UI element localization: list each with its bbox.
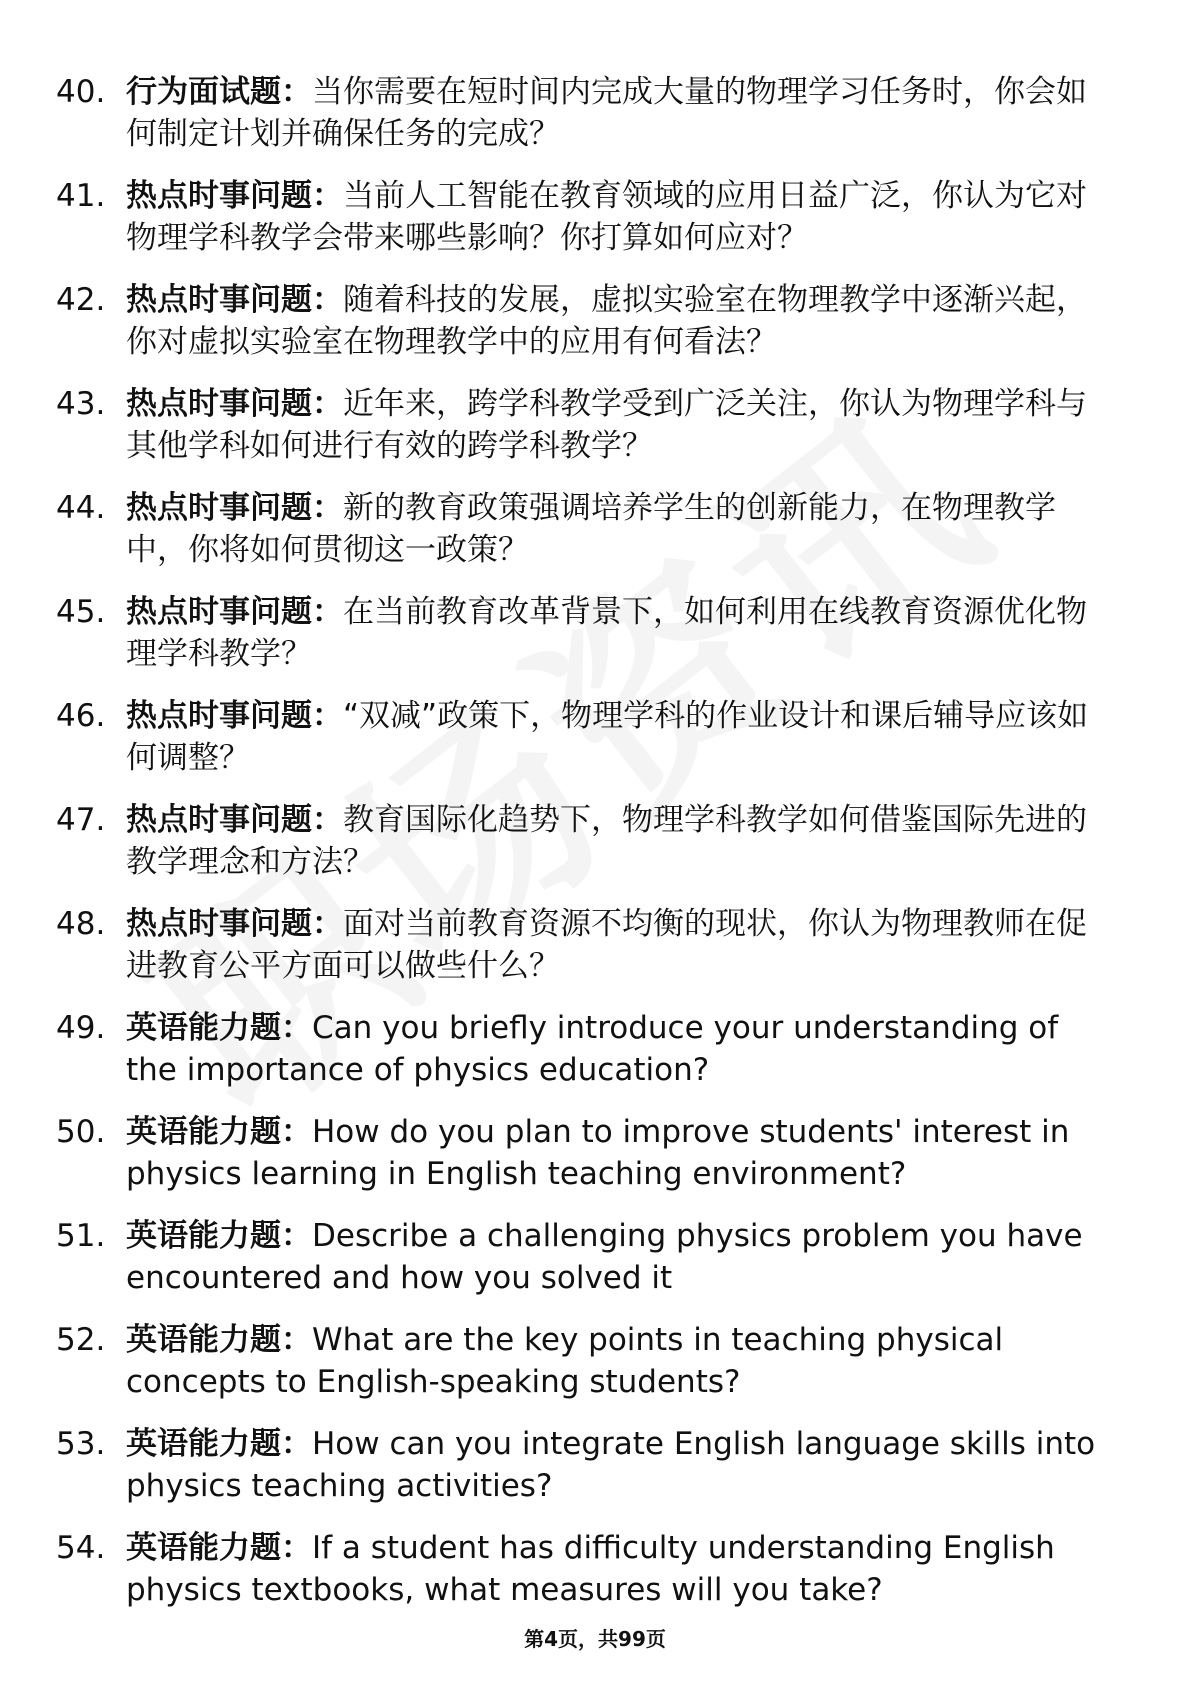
question-number: 48. [56, 906, 106, 942]
question-body [126, 383, 1116, 467]
list-item [0, 591, 1190, 695]
list-item [0, 1319, 1190, 1423]
question-category: 热点时事问题： [126, 178, 343, 214]
question-text: How can you integrate English language skills into physics teaching activities? [126, 1426, 1096, 1504]
question-text: What are the key points in teaching physical concepts to English-speaking students? [126, 1322, 1004, 1400]
question-number: 51. [56, 1218, 106, 1254]
list-item [0, 1215, 1190, 1319]
list-item [0, 71, 1190, 175]
question-text: Can you briefly introduce your understanding of the importance of physics education? [126, 1010, 1059, 1088]
question-number: 41. [56, 178, 106, 214]
list-item [0, 1007, 1190, 1111]
question-number: 54. [56, 1530, 106, 1566]
list-item [0, 383, 1190, 487]
question-category: 行为面试题： [126, 74, 312, 110]
question-number: 43. [56, 386, 106, 422]
list-item [0, 487, 1190, 591]
question-body [126, 1423, 1116, 1507]
question-category: 热点时事问题： [126, 594, 343, 630]
question-body [126, 1111, 1116, 1195]
question-number: 50. [56, 1114, 106, 1150]
question-category: 热点时事问题： [126, 490, 343, 526]
question-number: 45. [56, 594, 106, 630]
question-category: 英语能力题： [126, 1530, 312, 1566]
question-body [126, 487, 1116, 571]
question-text: 近年来，跨学科教学受到广泛关注，你认为物理学科与其他学科如何进行有效的跨学科教学？ [126, 386, 1087, 464]
list-item [0, 1527, 1190, 1631]
question-body [126, 1527, 1116, 1611]
question-number: 40. [56, 74, 106, 110]
page-footer: 第4页，共99页 [524, 1627, 666, 1651]
question-list [0, 71, 1190, 1631]
question-category: 热点时事问题： [126, 386, 343, 422]
question-body [126, 1319, 1116, 1403]
question-number: 52. [56, 1322, 106, 1358]
list-item [0, 279, 1190, 383]
question-number: 53. [56, 1426, 106, 1462]
question-text: How do you plan to improve students' interest in physics learning in English teaching environment? [126, 1114, 1070, 1192]
list-item [0, 1111, 1190, 1215]
question-category: 英语能力题： [126, 1218, 312, 1254]
question-number: 47. [56, 802, 106, 838]
question-body [126, 175, 1116, 259]
question-body [126, 71, 1116, 155]
list-item [0, 175, 1190, 279]
question-number: 44. [56, 490, 106, 526]
list-item [0, 903, 1190, 1007]
question-text: 当前人工智能在教育领域的应用日益广泛，你认为它对物理学科教学会带来哪些影响？你打算如何应对？ [126, 178, 1087, 256]
question-category: 热点时事问题： [126, 802, 343, 838]
question-body [126, 903, 1116, 987]
question-body [126, 591, 1116, 675]
question-text: 面对当前教育资源不均衡的现状，你认为物理教师在促进教育公平方面可以做些什么？ [126, 906, 1087, 984]
question-text: 新的教育政策强调培养学生的创新能力，在物理教学中，你将如何贯彻这一政策？ [126, 490, 1056, 568]
question-text: 随着科技的发展，虚拟实验室在物理教学中逐渐兴起，你对虚拟实验室在物理教学中的应用有何看法？ [126, 282, 1087, 360]
question-text: “双减”政策下，物理学科的作业设计和课后辅导应该如何调整？ [126, 698, 1089, 776]
question-category: 英语能力题： [126, 1322, 312, 1358]
question-body [126, 279, 1116, 363]
list-item [0, 799, 1190, 903]
question-text: If a student has difficulty understanding English physics textbooks, what measures will you take? [126, 1530, 1055, 1608]
list-item [0, 695, 1190, 799]
question-body [126, 695, 1116, 779]
question-body [126, 1007, 1116, 1091]
question-text: 教育国际化趋势下，物理学科教学如何借鉴国际先进的教学理念和方法？ [126, 802, 1087, 880]
question-text: 在当前教育改革背景下，如何利用在线教育资源优化物理学科教学？ [126, 594, 1087, 672]
question-category: 热点时事问题： [126, 906, 343, 942]
question-body [126, 799, 1116, 883]
question-category: 热点时事问题： [126, 282, 343, 318]
question-body [126, 1215, 1116, 1299]
question-number: 46. [56, 698, 106, 734]
question-text: 当你需要在短时间内完成大量的物理学习任务时，你会如何制定计划并确保任务的完成？ [126, 74, 1087, 152]
question-number: 42. [56, 282, 106, 318]
question-category: 英语能力题： [126, 1426, 312, 1462]
question-text: Describe a challenging physics problem you have encountered and how you solved it [126, 1218, 1083, 1296]
list-item [0, 1423, 1190, 1527]
question-category: 英语能力题： [126, 1010, 312, 1046]
question-category: 英语能力题： [126, 1114, 312, 1150]
question-number: 49. [56, 1010, 106, 1046]
question-category: 热点时事问题： [126, 698, 343, 734]
